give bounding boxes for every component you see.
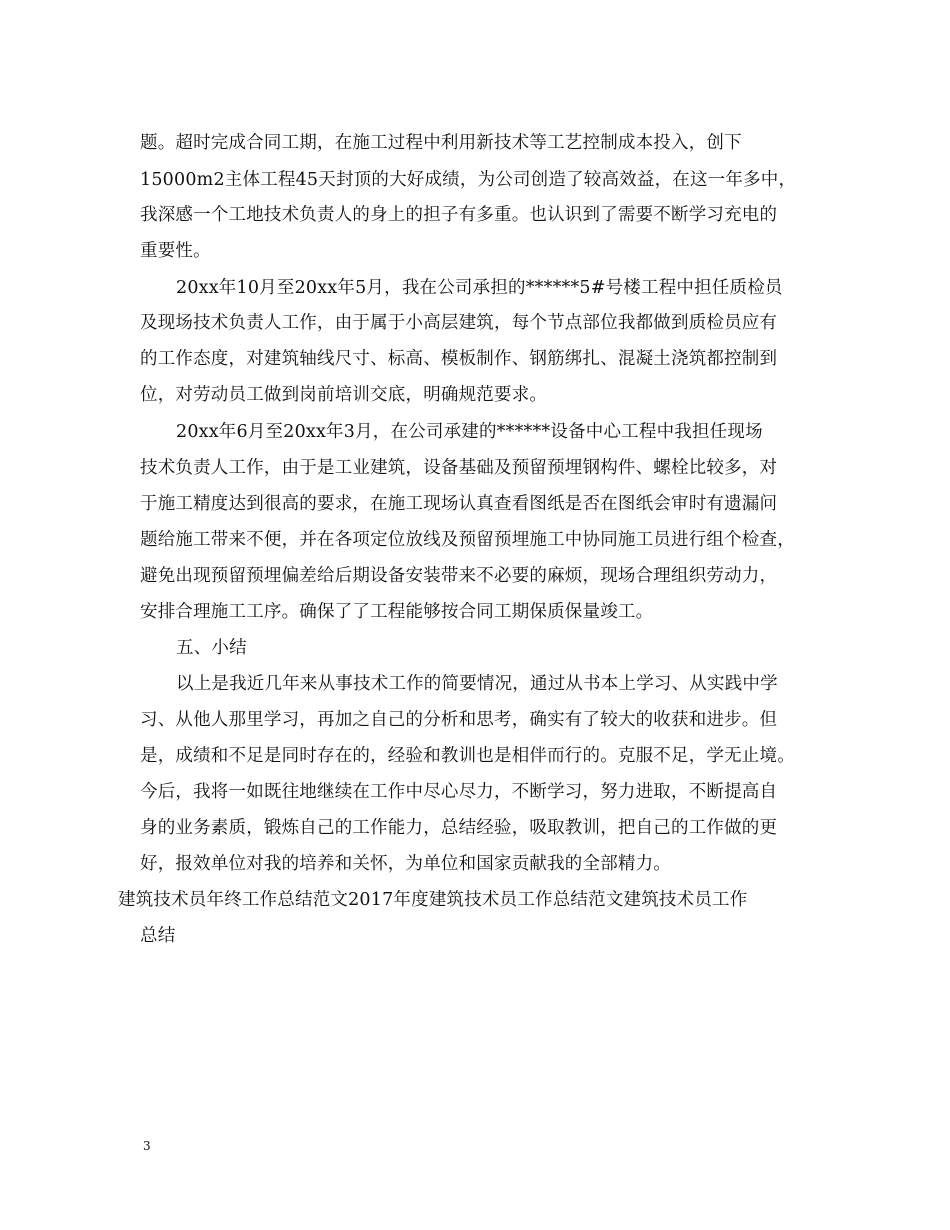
paragraph-1-line-2: 15000m2主体工程45天封顶的大好成绩，为公司创造了较高效益，在这一年多中，: [140, 170, 797, 190]
paragraph-3-line-4: 题给施工带来不便，并在各项定位放线及预留预埋施工中协同施工员进行组个检查，: [140, 530, 795, 550]
paragraph-5-line-1: 以上是我近几年来从事技术工作的简要情况，通过从书本上学习、从实践中学: [176, 674, 778, 694]
paragraph-3-line-6: 安排合理施工工序。确保了了工程能够按合同工期保质保量竣工。: [140, 602, 654, 622]
paragraph-1-line-1: 题。超时完成合同工期，在施工过程中利用新技术等工艺控制成本投入，创下: [140, 133, 742, 153]
paragraph-3-line-3: 于施工精度达到很高的要求，在施工现场认真查看图纸是否在图纸会审时有遗漏问: [140, 494, 778, 514]
paragraph-1-line-4: 重要性。: [140, 241, 211, 261]
related-titles-line-2: 总结: [140, 926, 176, 946]
paragraph-2-line-1: 20xx年10月至20xx年5月，我在公司承担的******5#号楼工程中担任质检员: [176, 278, 783, 298]
paragraph-5-line-2: 习、从他人那里学习，再加之自己的分析和思考，确实有了较大的收获和进步。但: [140, 710, 778, 730]
paragraph-2-line-3: 的工作态度，对建筑轴线尺寸、标高、模板制作、钢筋绑扎、混凝土浇筑都控制到: [140, 349, 778, 369]
paragraph-3-line-5: 避免出现预留预埋偏差给后期设备安装带来不必要的麻烦，现场合理组织劳动力，: [140, 566, 778, 586]
paragraph-5-line-3: 是，成绩和不足是同时存在的，经验和教训也是相伴而行的。克服不足，学无止境。: [140, 746, 795, 766]
paragraph-3-line-1: 20xx年6月至20xx年3月，在公司承建的******设备中心工程中我担任现场: [176, 422, 763, 442]
paragraph-5-line-5: 身的业务素质，锻炼自己的工作能力，总结经验，吸取教训，把自己的工作做的更: [140, 818, 778, 838]
paragraph-5-line-6: 好，报效单位对我的培养和关怀，为单位和国家贡献我的全部精力。: [140, 854, 671, 874]
page-number: 3: [143, 1139, 151, 1153]
section-heading-summary: 五、小结: [176, 638, 247, 658]
paragraph-5-line-4: 今后，我将一如既往地继续在工作中尽心尽力，不断学习，努力进取，不断提高自: [140, 782, 778, 802]
paragraph-3-line-2: 技术负责人工作，由于是工业建筑，设备基础及预留预埋钢构件、螺栓比较多，对: [140, 458, 778, 478]
related-titles-line-1: 建筑技术员年终工作总结范文2017年度建筑技术员工作总结范文建筑技术员工作: [118, 890, 748, 910]
paragraph-1-line-3: 我深感一个工地技术负责人的身上的担子有多重。也认识到了需要不断学习充电的: [140, 205, 778, 225]
paragraph-2-line-2: 及现场技术负责人工作，由于属于小高层建筑，每个节点部位我都做到质检员应有: [140, 313, 778, 333]
paragraph-2-line-4: 位，对劳动员工做到岗前培训交底，明确规范要求。: [140, 385, 548, 405]
